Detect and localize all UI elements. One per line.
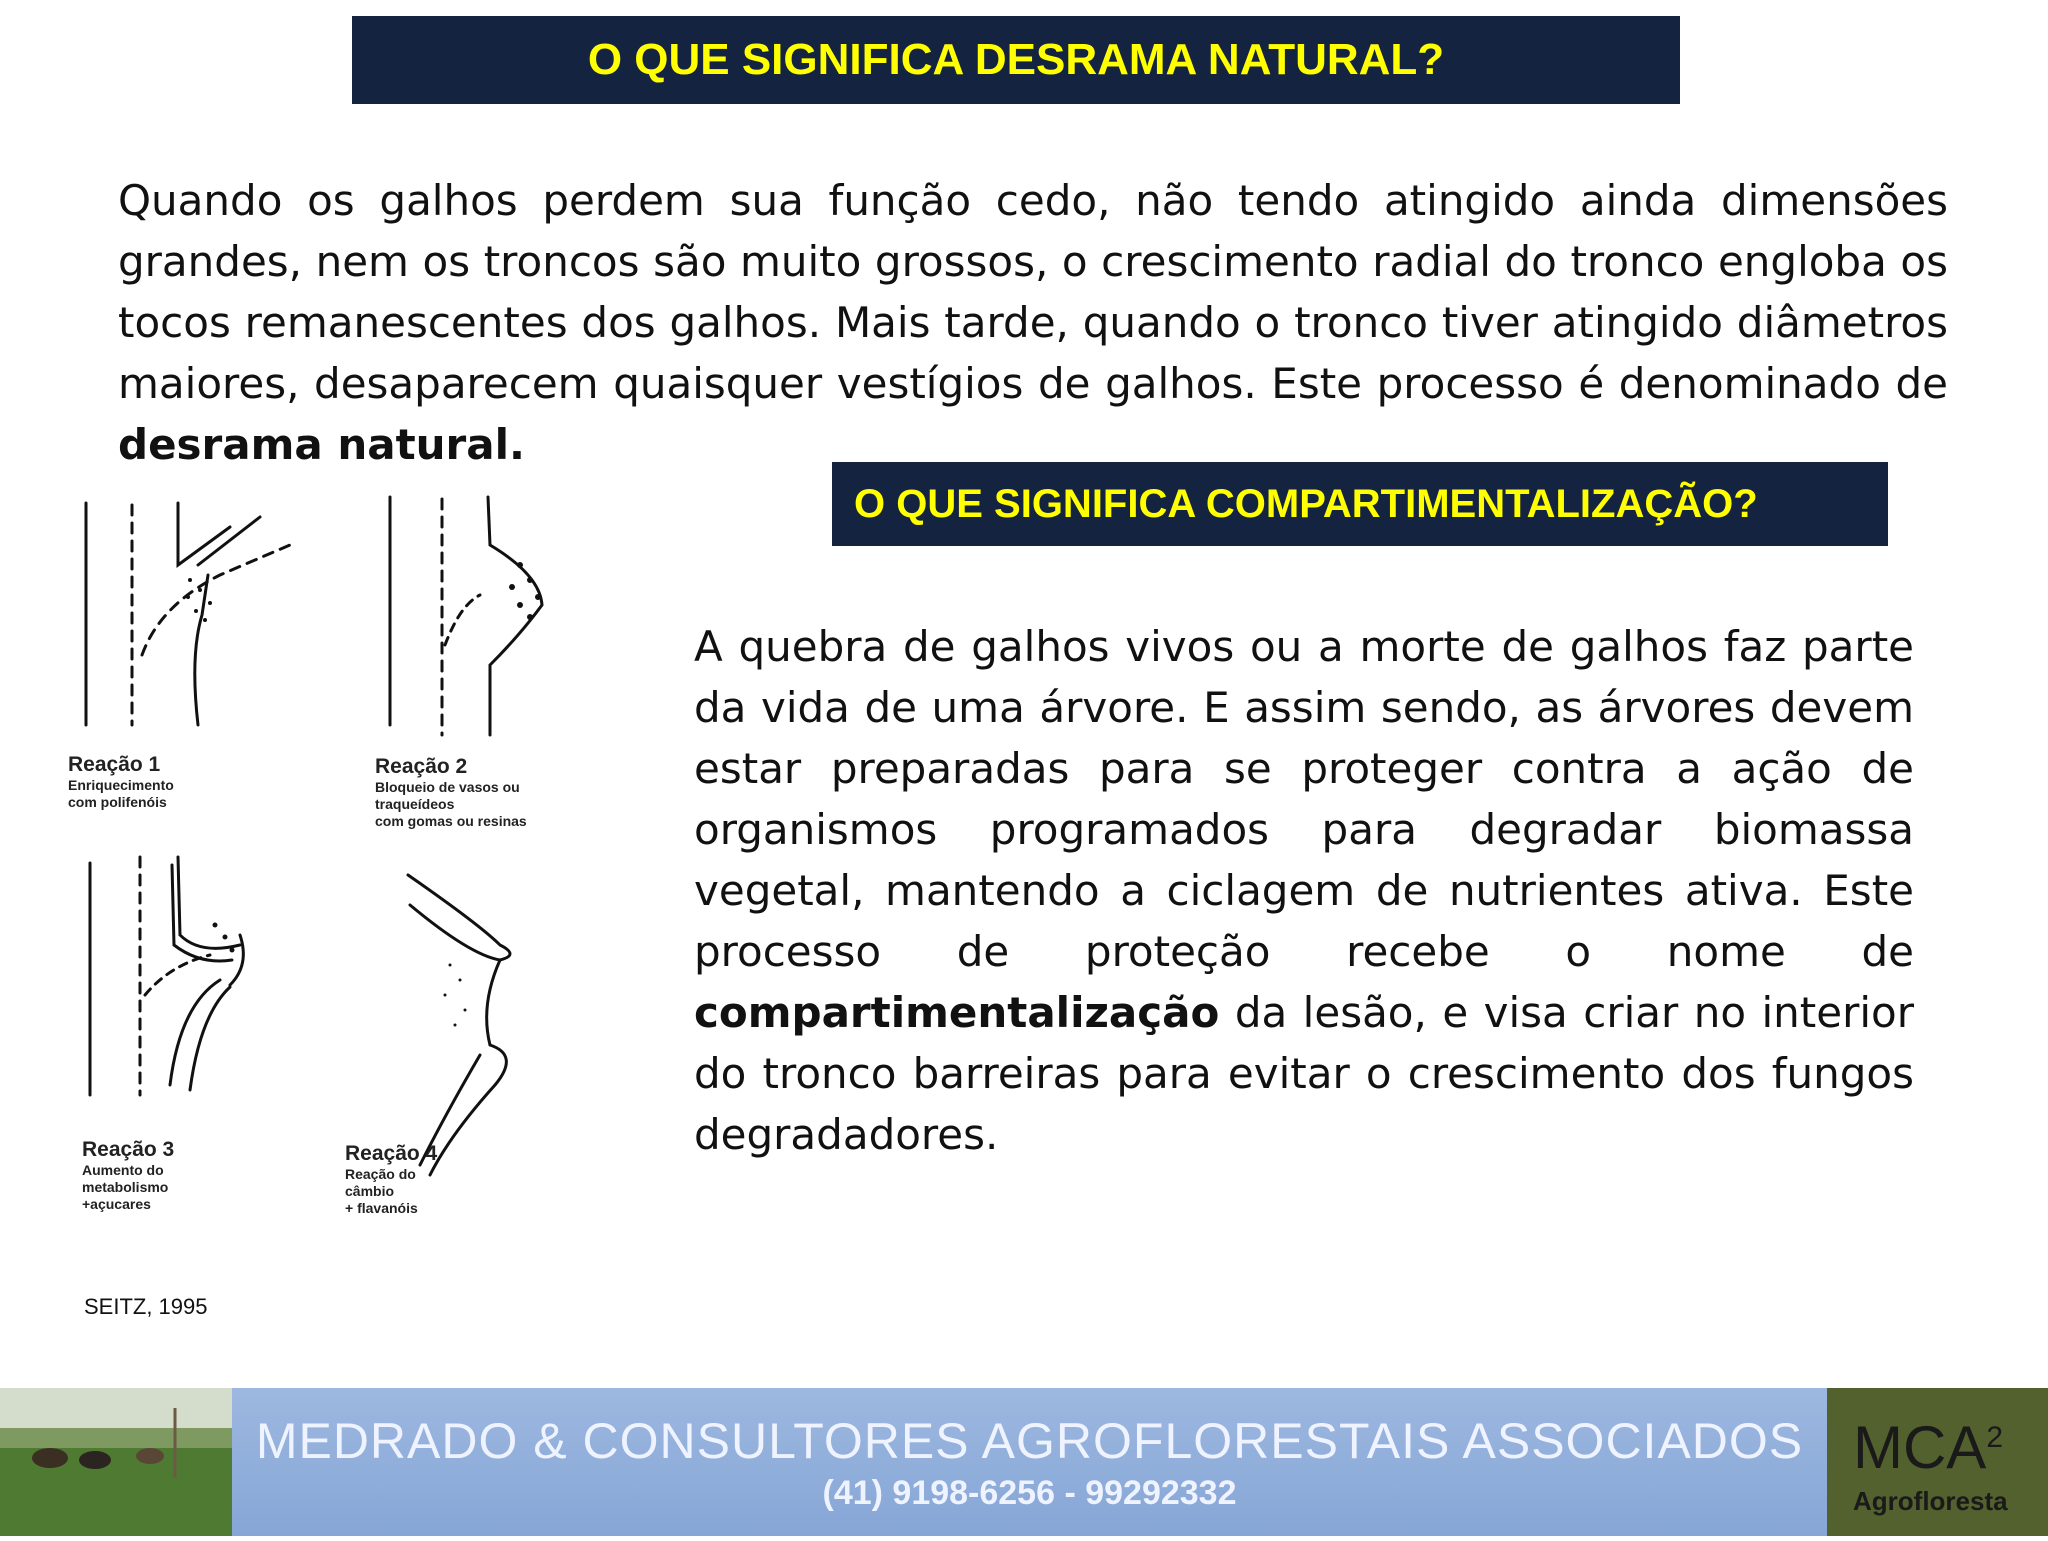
reaction-2-desc-1: Bloqueio de vasos ou — [375, 779, 520, 795]
reaction-4-title: Reação 4 — [345, 1142, 438, 1165]
paragraph-desrama-text: Quando os galhos perdem sua função cedo, não tendo atingido ainda dimensões grandes, nem os troncos são muito grossos, o crescimento radial do tronco engloba os tocos remanescentes dos galhos. Mais tarde, quando o tronco tiver atingido diâmetros maiores, desaparecem quaisquer vestígios de galhos. Este processo é denominado de — [118, 176, 1948, 408]
logo-subtitle: Agrofloresta — [1853, 1486, 2008, 1516]
reaction-2-desc-3: com gomas ou resinas — [375, 813, 527, 829]
reaction-2-desc-2: traqueídeos — [375, 796, 455, 812]
mca-logo — [1827, 1388, 2048, 1536]
logo-main-text: MCA — [1853, 1414, 1987, 1481]
logo-superscript: 2 — [1986, 1421, 2004, 1454]
reaction-2-title: Reação 2 — [375, 755, 468, 778]
reaction-3-desc-3: +açucares — [82, 1196, 151, 1212]
reaction-3-desc-2: metabolismo — [82, 1179, 169, 1195]
heading-compartimentalizacao-text: O QUE SIGNIFICA COMPARTIMENTALIZAÇÃO? — [854, 481, 1758, 526]
reaction-4-desc-3: + flavanóis — [345, 1200, 418, 1216]
landscape-image — [0, 1388, 232, 1536]
reaction-4-label — [345, 1142, 437, 1217]
paragraph-comp-bold: compartimentalização — [694, 988, 1220, 1037]
logo-main — [1853, 1406, 2048, 1480]
reaction-4-desc-2: câmbio — [345, 1183, 395, 1199]
reaction-figure — [50, 485, 610, 1255]
heading-desrama — [352, 16, 1680, 104]
footer-landscape-photo — [0, 1388, 232, 1536]
paragraph-desrama-bold: desrama natural. — [118, 420, 525, 469]
heading-desrama-text: O QUE SIGNIFICA DESRAMA NATURAL? — [587, 35, 1445, 84]
reaction-2-label — [375, 755, 527, 830]
reaction-3-title: Reação 3 — [82, 1138, 175, 1161]
company-phones: (41) 9198-6256 - 99292332 — [822, 1473, 1237, 1512]
company-name: MEDRADO & CONSULTORES AGROFLORESTAIS ASSOCIADOS — [255, 1412, 1804, 1469]
reaction-1-title: Reação 1 — [68, 753, 161, 776]
reaction-3-desc-1: Aumento do — [82, 1162, 164, 1178]
footer-banner — [0, 1388, 2048, 1536]
reaction-1-desc-1: Enriquecimento — [68, 777, 174, 793]
heading-compartimentalizacao — [832, 462, 1888, 546]
reaction-1-desc-2: com polifenóis — [68, 794, 167, 810]
reaction-4-desc-1: Reação do — [345, 1166, 416, 1182]
figure-credit: SEITZ, 1995 — [84, 1294, 208, 1319]
paragraph-compartimentalizacao — [694, 616, 1914, 1165]
paragraph-comp-after: da lesão, e visa criar no interior do tronco barreiras para evitar o crescimento dos fungos degradadores. — [694, 988, 1914, 1159]
paragraph-comp-before: A quebra de galhos vivos ou a morte de galhos faz parte da vida de uma árvore. E assim sendo, as árvores devem estar preparadas para se proteger contra a ação de organismos programados para degradar biomassa vegetal, mantendo a ciclagem de nutrientes ativa. Este processo de proteção recebe o nome de — [694, 622, 1914, 976]
reaction-1-label — [68, 753, 174, 811]
reaction-3-label — [82, 1138, 174, 1213]
paragraph-desrama — [118, 170, 1948, 475]
company-band — [232, 1388, 1827, 1536]
